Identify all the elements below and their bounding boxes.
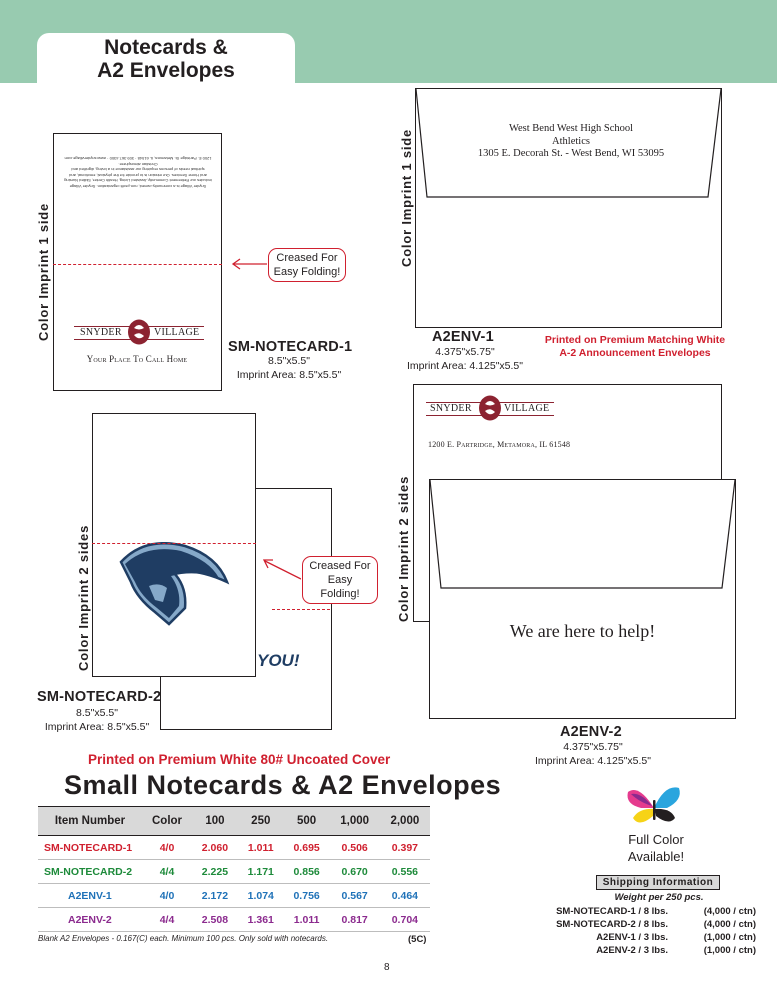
col-color: Color	[142, 807, 192, 836]
page-title-line2: A2 Envelopes	[97, 59, 235, 82]
notecard1-side-label: Color Imprint 1 side	[36, 202, 51, 341]
logo-mark-icon	[127, 319, 151, 347]
notecard2-crease-back	[272, 609, 330, 610]
cell-250: 1.074	[238, 884, 284, 908]
table-row	[38, 908, 430, 932]
ship-ctn: (4,000 / ctn)	[703, 919, 756, 930]
envelope1-card	[415, 88, 722, 328]
env-logo-text-right: VILLAGE	[504, 403, 550, 414]
envelope2-address: 1200 E. Partridge, Metamora, IL 61548	[428, 440, 571, 449]
col-250: 250	[238, 807, 284, 836]
notecard1-name: SM-NOTECARD-1	[228, 339, 353, 355]
notecard1-upside-text	[64, 156, 212, 189]
shipping-list	[500, 906, 756, 958]
callout-line2: Easy Folding!	[273, 266, 341, 278]
cover-note: Printed on Premium White 80# Uncoated Cover	[88, 752, 391, 767]
notecard1-upside-contact: 1200 E. Partridge St. Metamora, IL 61548 · 309.367.4300 · www.snydervillage.com	[64, 156, 212, 162]
notecard1-logo	[74, 321, 204, 347]
callout2-line1: Creased For	[309, 560, 371, 572]
cell-250: 1.171	[238, 860, 284, 884]
envelope2-name: A2ENV-2	[560, 724, 622, 740]
shipping-row	[500, 945, 756, 958]
cell-item: SM-NOTECARD-1	[38, 836, 142, 860]
logo-text-left: SNYDER	[80, 327, 122, 338]
table-row	[38, 884, 430, 908]
section-title: Small Notecards & A2 Envelopes	[64, 770, 502, 800]
col-500: 500	[284, 807, 330, 836]
notecard1-callout	[268, 248, 346, 282]
table-row	[38, 860, 430, 884]
callout-line1: Creased For	[276, 252, 338, 264]
cell-500: 0.695	[284, 836, 330, 860]
envelope1-note-line2: A-2 Announcement Envelopes	[559, 347, 711, 359]
cell-2000: 0.556	[380, 860, 430, 884]
envelope1-note	[535, 334, 735, 360]
cell-color: 4/0	[142, 836, 192, 860]
ship-item: SM-NOTECARD-1 / 8 lbs.	[556, 906, 668, 917]
envelope2-logo	[426, 397, 554, 423]
table-footnote: Blank A2 Envelopes - 0.167(C) each. Minimum 100 pcs. Only sold with notecards.	[38, 934, 329, 943]
envelope1-address	[446, 123, 696, 161]
notecard1-arrow-icon	[231, 258, 267, 270]
notecard2-imprint: Imprint Area: 8.5"x5.5"	[44, 721, 150, 733]
envelope2-side-label: Color Imprint 2 sides	[396, 475, 411, 622]
notecard1-crease	[53, 264, 222, 265]
callout2-line2: Easy Folding!	[320, 574, 360, 600]
notecard1-upside-body: Snyder Village is a community-owned, non-profit organization. Snyder Village includes our Retirement Community, Assisted Living, Health Center, Skilled Nursing and Home Services. Our mission is to provide for the physical, emotional, and spiritual needs of persons requiring our assistance in a loving, dignified and Christian atmosphere.	[64, 162, 212, 189]
cell-2000: 0.464	[380, 884, 430, 908]
notecard2-front-card	[92, 413, 256, 677]
ship-ctn: (1,000 / ctn)	[703, 932, 756, 943]
shipping-row	[500, 906, 756, 919]
cell-1000: 0.567	[330, 884, 380, 908]
notecard1-size: 8.5"x5.5"	[268, 355, 310, 367]
notecard1-card	[53, 133, 222, 391]
shipping-subtitle: Weight per 250 pcs.	[614, 892, 704, 903]
cell-item: A2ENV-2	[38, 908, 142, 932]
page-number: 8	[384, 962, 390, 973]
envelope2-front-text: We are here to help!	[509, 621, 656, 641]
page-title-line1: Notecards &	[104, 36, 228, 59]
notecard2-crease	[92, 543, 256, 544]
cell-1000: 0.670	[330, 860, 380, 884]
notecard2-inside-text: YOU!	[257, 651, 300, 670]
page-title	[37, 36, 295, 82]
cell-item: SM-NOTECARD-2	[38, 860, 142, 884]
full-color-line2: Available!	[627, 849, 685, 864]
envelope2-front-card	[429, 479, 736, 719]
cell-100: 2.060	[192, 836, 238, 860]
cell-500: 1.011	[284, 908, 330, 932]
cell-color: 4/4	[142, 860, 192, 884]
cell-250: 1.361	[238, 908, 284, 932]
ship-item: A2ENV-2 / 3 lbs.	[596, 945, 668, 956]
cell-color: 4/4	[142, 908, 192, 932]
addr-line2: Athletics	[552, 135, 590, 147]
cell-1000: 0.817	[330, 908, 380, 932]
price-table-wrap	[38, 806, 430, 932]
envelope1-note-line1: Printed on Premium Matching White	[544, 334, 726, 346]
cell-100: 2.508	[192, 908, 238, 932]
envelope1-side-label: Color Imprint 1 side	[399, 128, 414, 267]
envelope1-name: A2ENV-1	[432, 329, 494, 345]
cell-1000: 0.506	[330, 836, 380, 860]
ship-item: A2ENV-1 / 3 lbs.	[596, 932, 668, 943]
cell-item: A2ENV-1	[38, 884, 142, 908]
env-logo-mark-icon	[478, 395, 502, 423]
envelope2-dims	[531, 740, 655, 768]
cell-500: 0.756	[284, 884, 330, 908]
notecard1-tagline: Your Place To Call Home	[86, 354, 188, 364]
cell-2000: 0.704	[380, 908, 430, 932]
notecard2-arrow-icon	[261, 557, 301, 597]
ship-item: SM-NOTECARD-2 / 8 lbs.	[556, 919, 668, 930]
envelope2-flap	[430, 480, 735, 718]
col-1000: 1,000	[330, 807, 380, 836]
full-color-line1: Full Color	[628, 832, 684, 847]
env-logo-text-left: SNYDER	[430, 403, 472, 414]
col-100: 100	[192, 807, 238, 836]
cell-100: 2.172	[192, 884, 238, 908]
shipping-title: Shipping Information	[596, 875, 720, 890]
logo-text-right: VILLAGE	[154, 327, 200, 338]
notecard1-imprint: Imprint Area: 8.5"x5.5"	[236, 369, 342, 381]
col-2000: 2,000	[380, 807, 430, 836]
shipping-row	[500, 919, 756, 932]
notecard2-side-label: Color Imprint 2 sides	[76, 524, 91, 671]
full-color-butterfly-icon	[625, 784, 685, 828]
envelope1-imprint: Imprint Area: 4.125"x5.5"	[406, 360, 524, 372]
price-table	[38, 806, 430, 932]
shipping-row	[500, 932, 756, 945]
table-row	[38, 836, 430, 860]
addr-line1: West Bend West High School	[508, 123, 634, 134]
addr-line3: 1305 E. Decorah St. - West Bend, WI 53095	[477, 148, 665, 159]
full-color-note	[610, 831, 702, 865]
notecard2-name: SM-NOTECARD-2	[37, 689, 162, 705]
ship-ctn: (4,000 / ctn)	[703, 906, 756, 917]
cell-color: 4/0	[142, 884, 192, 908]
cell-2000: 0.397	[380, 836, 430, 860]
notecard2-size: 8.5"x5.5"	[76, 707, 118, 719]
envelope1-size: 4.375"x5.75"	[435, 346, 495, 358]
cell-100: 2.225	[192, 860, 238, 884]
cell-250: 1.011	[238, 836, 284, 860]
envelope2-imprint: Imprint Area: 4.125"x5.5"	[534, 755, 652, 767]
notecard2-dims	[36, 706, 158, 734]
envelope2-size: 4.375"x5.75"	[563, 741, 623, 753]
envelope1-dims	[404, 345, 526, 373]
col-item: Item Number	[38, 807, 142, 836]
notecard2-callout	[302, 556, 378, 604]
table-code: (5C)	[408, 934, 427, 945]
spartan-helmet-icon	[115, 542, 231, 634]
price-table-header	[38, 807, 430, 836]
notecard1-dims	[228, 354, 350, 382]
ship-ctn: (1,000 / ctn)	[703, 945, 756, 956]
cell-500: 0.856	[284, 860, 330, 884]
